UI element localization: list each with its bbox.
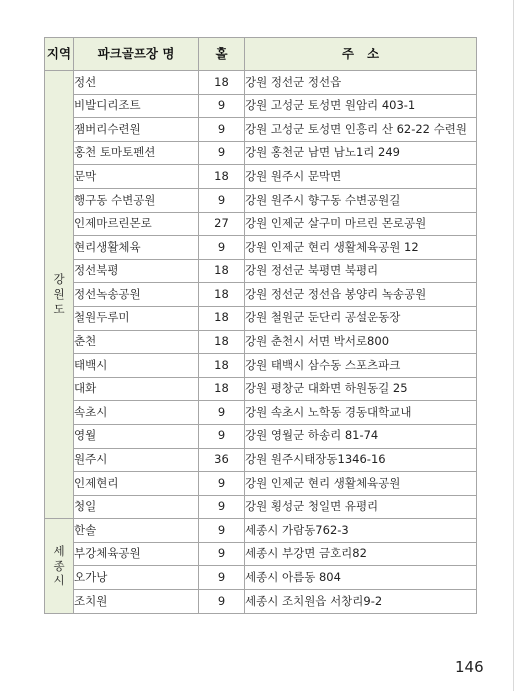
holes-cell: 9 [199, 542, 245, 566]
table-row [45, 519, 477, 543]
table-row [45, 495, 477, 519]
address-cell: 강원 춘천시 서면 박서로800 [245, 330, 477, 354]
page-edge-line [513, 0, 514, 691]
holes-cell: 18 [199, 354, 245, 378]
park-name-cell: 부강체육공원 [74, 542, 199, 566]
address-cell: 세종시 가람동762-3 [245, 519, 477, 543]
region-cell [45, 71, 74, 519]
table-row [45, 542, 477, 566]
table-row [45, 71, 477, 95]
holes-cell: 9 [199, 401, 245, 425]
table-row [45, 377, 477, 401]
holes-cell: 27 [199, 212, 245, 236]
park-name-cell: 홍천 토마토펜션 [74, 141, 199, 165]
table-row [45, 165, 477, 189]
park-name-cell: 태백시 [74, 354, 199, 378]
address-cell: 강원 원주시 향구동 수변공원길 [245, 188, 477, 212]
region-cell [45, 519, 74, 613]
header-name: 파크골프장 명 [74, 38, 199, 71]
holes-cell: 18 [199, 306, 245, 330]
address-cell: 강원 고성군 토성면 원암리 403-1 [245, 94, 477, 118]
park-name-cell: 인제마르린몬로 [74, 212, 199, 236]
header-address: 주 소 [245, 38, 477, 71]
holes-cell: 18 [199, 71, 245, 95]
header-holes: 홀 [199, 38, 245, 71]
address-cell: 강원 영월군 하송리 81-74 [245, 424, 477, 448]
park-name-cell: 현리생활체육 [74, 236, 199, 260]
park-name-cell: 정선녹송공원 [74, 283, 199, 307]
holes-cell: 9 [199, 188, 245, 212]
address-cell: 강원 정선군 정선읍 봉양리 녹송공원 [245, 283, 477, 307]
park-name-cell: 속초시 [74, 401, 199, 425]
holes-cell: 9 [199, 590, 245, 614]
table-row [45, 212, 477, 236]
table-row [45, 188, 477, 212]
holes-cell: 9 [199, 495, 245, 519]
table-header [45, 38, 477, 71]
page-number: 146 [455, 658, 484, 676]
holes-cell: 36 [199, 448, 245, 472]
address-cell: 세종시 부강면 금호리82 [245, 542, 477, 566]
address-cell: 강원 속초시 노학동 경동대학교내 [245, 401, 477, 425]
park-name-cell: 비발디리조트 [74, 94, 199, 118]
park-name-cell: 오가낭 [74, 566, 199, 590]
holes-cell: 18 [199, 259, 245, 283]
region-char: 강 [53, 272, 65, 287]
table-row [45, 448, 477, 472]
holes-cell: 18 [199, 330, 245, 354]
table-row [45, 590, 477, 614]
address-cell: 강원 원주시 문막면 [245, 165, 477, 189]
holes-cell: 9 [199, 236, 245, 260]
table-row [45, 424, 477, 448]
address-cell: 강원 정선군 정선읍 [245, 71, 477, 95]
address-cell: 강원 평창군 대화면 하원동길 25 [245, 377, 477, 401]
region-char: 세 [53, 543, 65, 558]
address-cell: 세종시 아름동 804 [245, 566, 477, 590]
address-cell: 세종시 조치원읍 서창리9-2 [245, 590, 477, 614]
table-row [45, 566, 477, 590]
table-body [45, 71, 477, 614]
park-name-cell: 춘천 [74, 330, 199, 354]
park-name-cell: 행구동 수변공원 [74, 188, 199, 212]
address-cell: 강원 정선군 북평면 북평리 [245, 259, 477, 283]
park-name-cell: 영월 [74, 424, 199, 448]
park-name-cell: 잼버리수련원 [74, 118, 199, 142]
park-name-cell: 대화 [74, 377, 199, 401]
park-name-cell: 한솔 [74, 519, 199, 543]
park-name-cell: 철원두루미 [74, 306, 199, 330]
holes-cell: 9 [199, 424, 245, 448]
address-cell: 강원 홍천군 남면 남노1리 249 [245, 141, 477, 165]
table-row [45, 306, 477, 330]
address-cell: 강원 인제군 현리 생활체육공원 [245, 472, 477, 496]
holes-cell: 9 [199, 94, 245, 118]
park-name-cell: 조치원 [74, 590, 199, 614]
holes-cell: 18 [199, 377, 245, 401]
address-cell: 강원 원주시태장동1346-16 [245, 448, 477, 472]
table-row [45, 401, 477, 425]
table-row [45, 330, 477, 354]
park-name-cell: 청일 [74, 495, 199, 519]
table-row [45, 236, 477, 260]
address-cell: 강원 태백시 삼수동 스포츠파크 [245, 354, 477, 378]
holes-cell: 9 [199, 519, 245, 543]
region-char: 도 [53, 302, 65, 317]
park-name-cell: 정선북평 [74, 259, 199, 283]
address-cell: 강원 고성군 토성면 인흥리 산 62-22 수련원 [245, 118, 477, 142]
park-name-cell: 문막 [74, 165, 199, 189]
address-cell: 강원 철원군 둔단리 공설운동장 [245, 306, 477, 330]
region-char: 원 [53, 287, 65, 302]
table-row [45, 141, 477, 165]
table-row [45, 259, 477, 283]
holes-cell: 9 [199, 141, 245, 165]
table-row [45, 94, 477, 118]
park-name-cell: 정선 [74, 71, 199, 95]
holes-cell: 9 [199, 472, 245, 496]
address-cell: 강원 인제군 현리 생활체육공원 12 [245, 236, 477, 260]
park-name-cell: 원주시 [74, 448, 199, 472]
table-row [45, 472, 477, 496]
table-row [45, 354, 477, 378]
park-name-cell: 인제현리 [74, 472, 199, 496]
address-cell: 강원 횡성군 청일면 유평리 [245, 495, 477, 519]
holes-cell: 18 [199, 165, 245, 189]
table-row [45, 283, 477, 307]
address-cell: 강원 인제군 살구미 마르린 몬로공원 [245, 212, 477, 236]
holes-cell: 9 [199, 566, 245, 590]
header-region: 지역 [45, 38, 74, 71]
region-char: 종 [53, 558, 65, 573]
table-row [45, 118, 477, 142]
park-golf-table [44, 37, 477, 614]
region-char: 시 [53, 573, 65, 588]
holes-cell: 18 [199, 283, 245, 307]
holes-cell: 9 [199, 118, 245, 142]
